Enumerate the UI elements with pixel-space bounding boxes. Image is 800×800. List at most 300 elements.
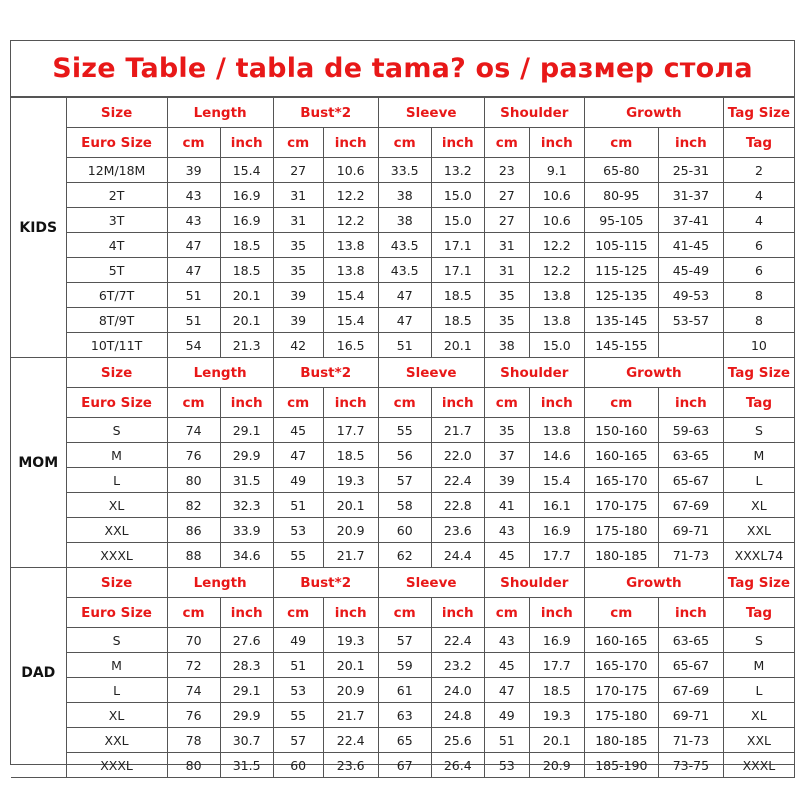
table-cell: 160-165	[584, 628, 658, 653]
table-cell: 51	[167, 308, 220, 333]
table-cell: 18.5	[323, 443, 378, 468]
table-cell: 65-67	[658, 468, 723, 493]
table-cell: 31	[484, 258, 529, 283]
unit-header-cm: cm	[484, 598, 529, 628]
table-cell: M	[66, 443, 167, 468]
table-cell: XXXL	[723, 753, 794, 778]
table-cell: 61	[378, 678, 431, 703]
column-header-bust: Bust*2	[273, 98, 378, 128]
table-cell: 27	[273, 158, 323, 183]
unit-header-inch: inch	[431, 388, 484, 418]
column-header-length: Length	[167, 568, 273, 598]
table-cell: 95-105	[584, 208, 658, 233]
table-cell: 37-41	[658, 208, 723, 233]
table-cell: 170-175	[584, 493, 658, 518]
column-header-size: Size	[66, 568, 167, 598]
table-cell: 26.4	[431, 753, 484, 778]
table-cell: 41-45	[658, 233, 723, 258]
table-cell: 51	[167, 283, 220, 308]
table-cell: 76	[167, 443, 220, 468]
table-cell: 57	[273, 728, 323, 753]
table-cell: 28.3	[220, 653, 273, 678]
table-cell: 51	[484, 728, 529, 753]
table-cell: 60	[273, 753, 323, 778]
unit-header-inch: inch	[323, 598, 378, 628]
table-cell: 13.8	[323, 233, 378, 258]
table-cell: 125-135	[584, 283, 658, 308]
title-bar	[11, 41, 794, 97]
table-cell: 69-71	[658, 518, 723, 543]
table-cell: 45	[484, 653, 529, 678]
unit-header-tag: Tag	[723, 598, 794, 628]
table-cell: 49	[273, 468, 323, 493]
table-cell: 65-67	[658, 653, 723, 678]
table-cell: 39	[484, 468, 529, 493]
unit-header-inch: inch	[658, 388, 723, 418]
table-cell: 160-165	[584, 443, 658, 468]
size-table	[11, 97, 795, 778]
column-header-sleeve: Sleeve	[378, 98, 484, 128]
table-cell: 12.2	[323, 183, 378, 208]
table-cell: 51	[378, 333, 431, 358]
table-cell: 59-63	[658, 418, 723, 443]
table-cell: 72	[167, 653, 220, 678]
header-row	[11, 358, 795, 388]
column-header-bust: Bust*2	[273, 358, 378, 388]
table-cell: 20.1	[220, 283, 273, 308]
table-cell: 86	[167, 518, 220, 543]
table-cell: 170-175	[584, 678, 658, 703]
table-cell: L	[66, 678, 167, 703]
table-cell: 27	[484, 208, 529, 233]
table-cell: 29.9	[220, 703, 273, 728]
table-cell: 47	[167, 233, 220, 258]
unit-header-cm: cm	[273, 598, 323, 628]
table-cell: 76	[167, 703, 220, 728]
unit-header-euro-size: Euro Size	[66, 128, 167, 158]
table-cell: 13.8	[529, 308, 584, 333]
size-chart	[10, 40, 795, 773]
unit-header-cm: cm	[584, 128, 658, 158]
table-cell: XXL	[723, 518, 794, 543]
table-cell: 58	[378, 493, 431, 518]
table-cell: 17.7	[529, 543, 584, 568]
table-cell: 23	[484, 158, 529, 183]
table-cell: 80	[167, 753, 220, 778]
table-cell: 47	[273, 443, 323, 468]
unit-header-inch: inch	[220, 128, 273, 158]
table-row	[11, 543, 795, 568]
table-cell: 49	[484, 703, 529, 728]
table-cell: 10.6	[529, 183, 584, 208]
table-cell: 80	[167, 468, 220, 493]
column-header-size: Size	[66, 358, 167, 388]
table-cell: 15.4	[220, 158, 273, 183]
table-cell: 15.0	[431, 208, 484, 233]
table-cell: S	[66, 628, 167, 653]
table-cell: M	[66, 653, 167, 678]
table-cell: 15.0	[529, 333, 584, 358]
table-cell: 53	[484, 753, 529, 778]
table-cell: 53-57	[658, 308, 723, 333]
table-cell: S	[723, 418, 794, 443]
table-cell: 12.2	[529, 233, 584, 258]
unit-header-euro-size: Euro Size	[66, 388, 167, 418]
table-cell: 16.9	[529, 518, 584, 543]
table-cell: 55	[273, 543, 323, 568]
table-cell: 31	[273, 208, 323, 233]
table-cell: XXL	[66, 728, 167, 753]
table-cell: 47	[378, 308, 431, 333]
table-cell: 78	[167, 728, 220, 753]
table-cell: 135-145	[584, 308, 658, 333]
table-cell: 35	[273, 233, 323, 258]
column-header-growth: Growth	[584, 568, 723, 598]
table-row	[11, 208, 795, 233]
table-cell: 115-125	[584, 258, 658, 283]
unit-header-euro-size: Euro Size	[66, 598, 167, 628]
table-cell: 18.5	[220, 258, 273, 283]
table-cell: 6	[723, 258, 794, 283]
table-cell: 27	[484, 183, 529, 208]
table-cell: 47	[484, 678, 529, 703]
table-cell: 32.3	[220, 493, 273, 518]
table-cell: XXXL	[66, 753, 167, 778]
table-cell: 180-185	[584, 543, 658, 568]
section-label-dad: DAD	[11, 568, 66, 778]
table-cell: 24.4	[431, 543, 484, 568]
table-cell: 180-185	[584, 728, 658, 753]
table-row	[11, 418, 795, 443]
column-header-tag-size: Tag Size	[723, 98, 794, 128]
table-cell: 8	[723, 308, 794, 333]
table-cell: 19.3	[323, 628, 378, 653]
table-cell: 63-65	[658, 628, 723, 653]
table-cell: 15.4	[529, 468, 584, 493]
table-cell: 105-115	[584, 233, 658, 258]
table-cell: 9.1	[529, 158, 584, 183]
unit-header-inch: inch	[220, 388, 273, 418]
table-cell: 57	[378, 468, 431, 493]
column-header-tag-size: Tag Size	[723, 568, 794, 598]
table-cell: 23.6	[323, 753, 378, 778]
table-cell: 29.1	[220, 418, 273, 443]
table-cell: 45	[484, 543, 529, 568]
column-header-bust: Bust*2	[273, 568, 378, 598]
unit-header-inch: inch	[431, 128, 484, 158]
table-cell: 59	[378, 653, 431, 678]
table-cell: 16.5	[323, 333, 378, 358]
table-cell: 17.1	[431, 233, 484, 258]
table-cell: 73-75	[658, 753, 723, 778]
unit-header-inch: inch	[529, 388, 584, 418]
table-cell: 175-180	[584, 518, 658, 543]
table-cell: 43.5	[378, 233, 431, 258]
column-header-growth: Growth	[584, 98, 723, 128]
column-header-shoulder: Shoulder	[484, 358, 584, 388]
column-header-tag-size: Tag Size	[723, 358, 794, 388]
table-cell: 88	[167, 543, 220, 568]
table-cell: 70	[167, 628, 220, 653]
table-cell: 2	[723, 158, 794, 183]
table-cell: 30.7	[220, 728, 273, 753]
table-cell: 25.6	[431, 728, 484, 753]
table-cell: 20.9	[529, 753, 584, 778]
table-cell: L	[723, 468, 794, 493]
table-cell: 3T	[66, 208, 167, 233]
table-cell: 15.4	[323, 308, 378, 333]
table-cell: 6T/7T	[66, 283, 167, 308]
table-row	[11, 628, 795, 653]
table-cell: 31.5	[220, 468, 273, 493]
column-header-shoulder: Shoulder	[484, 98, 584, 128]
table-row	[11, 468, 795, 493]
table-cell: XL	[723, 493, 794, 518]
table-cell: 5T	[66, 258, 167, 283]
table-cell: 20.1	[220, 308, 273, 333]
units-row	[11, 388, 795, 418]
table-cell: 16.9	[529, 628, 584, 653]
unit-header-cm: cm	[167, 598, 220, 628]
table-cell: 31.5	[220, 753, 273, 778]
unit-header-inch: inch	[323, 388, 378, 418]
table-cell: 20.1	[323, 493, 378, 518]
table-cell: 80-95	[584, 183, 658, 208]
table-cell: 8	[723, 283, 794, 308]
table-cell: 15.0	[431, 183, 484, 208]
table-cell: 38	[378, 208, 431, 233]
table-cell: 53	[273, 518, 323, 543]
table-cell: 29.9	[220, 443, 273, 468]
unit-header-cm: cm	[273, 388, 323, 418]
table-cell: 20.1	[431, 333, 484, 358]
unit-header-inch: inch	[658, 598, 723, 628]
table-cell: 42	[273, 333, 323, 358]
table-cell: 18.5	[529, 678, 584, 703]
table-cell: 82	[167, 493, 220, 518]
table-cell: 39	[273, 308, 323, 333]
table-cell: 51	[273, 653, 323, 678]
column-header-sleeve: Sleeve	[378, 568, 484, 598]
table-cell: 43.5	[378, 258, 431, 283]
table-cell: 4	[723, 183, 794, 208]
section-label-kids: KIDS	[11, 98, 66, 358]
table-cell: 175-180	[584, 703, 658, 728]
table-cell: 43	[167, 208, 220, 233]
table-cell: 21.3	[220, 333, 273, 358]
table-cell: 31-37	[658, 183, 723, 208]
column-header-shoulder: Shoulder	[484, 568, 584, 598]
table-cell: S	[66, 418, 167, 443]
table-cell: XL	[66, 703, 167, 728]
unit-header-cm: cm	[584, 388, 658, 418]
table-cell: 2T	[66, 183, 167, 208]
unit-header-inch: inch	[323, 128, 378, 158]
table-cell: 65-80	[584, 158, 658, 183]
unit-header-cm: cm	[167, 128, 220, 158]
table-row	[11, 258, 795, 283]
table-cell: 21.7	[431, 418, 484, 443]
table-cell: 34.6	[220, 543, 273, 568]
table-cell: 20.1	[529, 728, 584, 753]
table-cell: 10.6	[323, 158, 378, 183]
table-cell: 47	[167, 258, 220, 283]
table-cell: 35	[273, 258, 323, 283]
table-cell: 43	[167, 183, 220, 208]
unit-header-cm: cm	[378, 128, 431, 158]
header-row	[11, 98, 795, 128]
table-cell: 10	[723, 333, 794, 358]
column-header-length: Length	[167, 358, 273, 388]
table-row	[11, 283, 795, 308]
unit-header-cm: cm	[484, 128, 529, 158]
table-row	[11, 158, 795, 183]
table-cell: 71-73	[658, 728, 723, 753]
table-cell: 12M/18M	[66, 158, 167, 183]
table-cell: 20.1	[323, 653, 378, 678]
table-cell: 39	[273, 283, 323, 308]
table-cell: 22.0	[431, 443, 484, 468]
table-row	[11, 183, 795, 208]
table-cell: 45-49	[658, 258, 723, 283]
unit-header-inch: inch	[529, 128, 584, 158]
table-cell: 18.5	[431, 308, 484, 333]
table-cell: 53	[273, 678, 323, 703]
table-row	[11, 518, 795, 543]
table-cell: 4	[723, 208, 794, 233]
table-cell: 65	[378, 728, 431, 753]
table-cell: 37	[484, 443, 529, 468]
table-cell: 62	[378, 543, 431, 568]
table-cell: 18.5	[431, 283, 484, 308]
section-label-mom: MOM	[11, 358, 66, 568]
table-row	[11, 753, 795, 778]
unit-header-inch: inch	[220, 598, 273, 628]
unit-header-cm: cm	[378, 388, 431, 418]
unit-header-inch: inch	[431, 598, 484, 628]
table-cell: 16.9	[220, 208, 273, 233]
table-cell: 21.7	[323, 543, 378, 568]
page-title: Size Table / tabla de tama? os / размер стола	[52, 53, 753, 84]
table-cell: 185-190	[584, 753, 658, 778]
unit-header-inch: inch	[529, 598, 584, 628]
table-cell: XL	[723, 703, 794, 728]
unit-header-cm: cm	[273, 128, 323, 158]
table-cell: 22.4	[323, 728, 378, 753]
table-cell: 20.9	[323, 518, 378, 543]
table-cell: 47	[378, 283, 431, 308]
column-header-length: Length	[167, 98, 273, 128]
table-cell: 55	[273, 703, 323, 728]
table-cell: 23.2	[431, 653, 484, 678]
table-cell: 16.1	[529, 493, 584, 518]
unit-header-tag: Tag	[723, 388, 794, 418]
table-cell: 21.7	[323, 703, 378, 728]
table-cell: 43	[484, 518, 529, 543]
table-cell: 25-31	[658, 158, 723, 183]
table-cell	[658, 333, 723, 358]
table-cell: 19.3	[323, 468, 378, 493]
table-cell: 16.9	[220, 183, 273, 208]
table-cell: 145-155	[584, 333, 658, 358]
table-cell: 49	[273, 628, 323, 653]
table-cell: S	[723, 628, 794, 653]
table-row	[11, 233, 795, 258]
table-cell: 10T/11T	[66, 333, 167, 358]
table-cell: 31	[273, 183, 323, 208]
table-cell: 13.8	[529, 283, 584, 308]
table-row	[11, 653, 795, 678]
table-cell: 67	[378, 753, 431, 778]
table-cell: 15.4	[323, 283, 378, 308]
table-cell: 69-71	[658, 703, 723, 728]
table-cell: 4T	[66, 233, 167, 258]
table-cell: 150-160	[584, 418, 658, 443]
table-row	[11, 703, 795, 728]
table-row	[11, 443, 795, 468]
table-cell: 10.6	[529, 208, 584, 233]
table-cell: 71-73	[658, 543, 723, 568]
units-row	[11, 598, 795, 628]
table-cell: 17.7	[323, 418, 378, 443]
table-cell: 17.1	[431, 258, 484, 283]
table-cell: 63	[378, 703, 431, 728]
table-cell: 14.6	[529, 443, 584, 468]
table-cell: 45	[273, 418, 323, 443]
table-cell: 22.8	[431, 493, 484, 518]
unit-header-inch: inch	[658, 128, 723, 158]
unit-header-cm: cm	[584, 598, 658, 628]
table-cell: 54	[167, 333, 220, 358]
table-cell: 49-53	[658, 283, 723, 308]
table-cell: 63-65	[658, 443, 723, 468]
table-cell: 165-170	[584, 653, 658, 678]
table-cell: M	[723, 443, 794, 468]
table-cell: 13.2	[431, 158, 484, 183]
table-cell: 41	[484, 493, 529, 518]
table-cell: 6	[723, 233, 794, 258]
unit-header-cm: cm	[484, 388, 529, 418]
table-cell: L	[723, 678, 794, 703]
table-cell: 24.0	[431, 678, 484, 703]
table-cell: 39	[167, 158, 220, 183]
table-cell: 60	[378, 518, 431, 543]
column-header-growth: Growth	[584, 358, 723, 388]
table-cell: 35	[484, 418, 529, 443]
table-cell: 51	[273, 493, 323, 518]
table-cell: 8T/9T	[66, 308, 167, 333]
column-header-size: Size	[66, 98, 167, 128]
table-cell: 165-170	[584, 468, 658, 493]
table-cell: 13.8	[323, 258, 378, 283]
table-cell: M	[723, 653, 794, 678]
table-cell: 38	[378, 183, 431, 208]
table-cell: 43	[484, 628, 529, 653]
unit-header-tag: Tag	[723, 128, 794, 158]
table-cell: 12.2	[529, 258, 584, 283]
unit-header-cm: cm	[378, 598, 431, 628]
column-header-sleeve: Sleeve	[378, 358, 484, 388]
table-cell: XXXL	[66, 543, 167, 568]
table-cell: 23.6	[431, 518, 484, 543]
table-cell: 57	[378, 628, 431, 653]
table-cell: 56	[378, 443, 431, 468]
table-cell: 22.4	[431, 468, 484, 493]
table-row	[11, 728, 795, 753]
units-row	[11, 128, 795, 158]
table-cell: XXL	[723, 728, 794, 753]
table-cell: 20.9	[323, 678, 378, 703]
